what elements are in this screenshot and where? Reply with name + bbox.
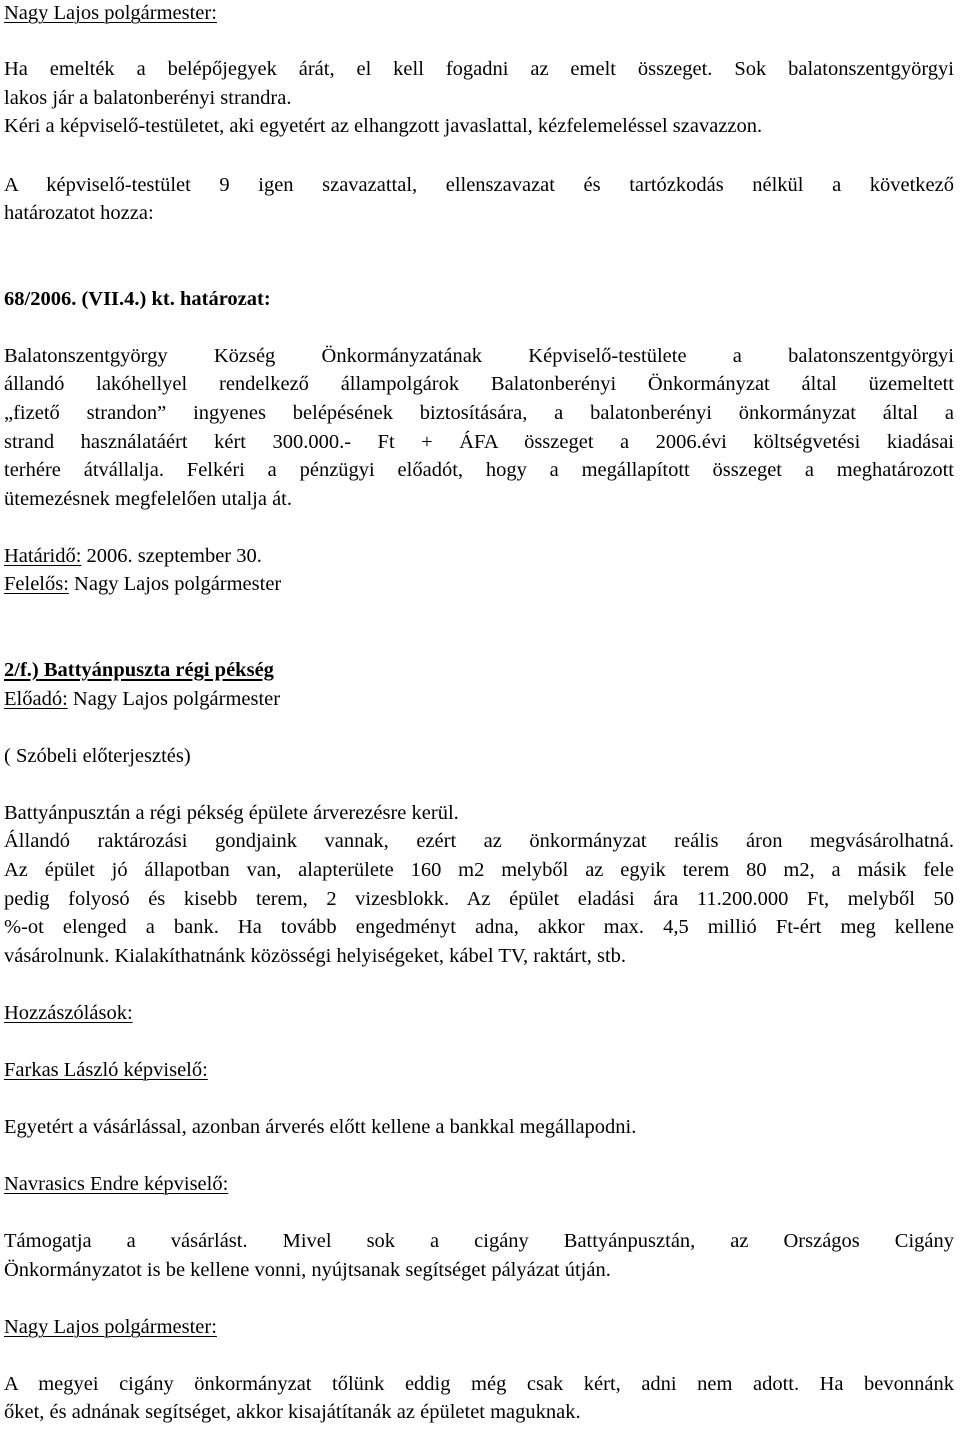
- responsible-line: [4, 570, 954, 598]
- body-text-line: pedig folyosó és kisebb terem, 2 vizesblokk. Az épület eladási ára 11.200.000 Ft, melyből 50: [4, 888, 954, 910]
- agenda-item-title: Battyánpuszta régi pékség: [38, 659, 274, 681]
- presenter-value: Nagy Lajos polgármester: [67, 688, 281, 710]
- responsible-label: Felelős:: [4, 573, 69, 595]
- body-text-line: Battyánpusztán a régi pékség épülete árverezésre kerül.: [4, 802, 459, 824]
- resolution-number: 68/2006. (VII.4.) kt. határozat:: [4, 288, 271, 310]
- speaker-heading: Nagy Lajos polgármester:: [4, 1316, 217, 1338]
- deadline-line: [4, 542, 954, 570]
- body-text-line: %-ot elenged a bank. Ha tovább engedményt adna, akkor max. 4,5 millió Ft-ért meg kellene: [4, 916, 954, 938]
- presenter-line: [4, 685, 954, 713]
- vote-text-line: A képviselő-testület 9 igen szavazattal, ellenszavazat és tartózkodás nélkül a következő: [4, 174, 954, 196]
- body-text-line: vásárolnunk. Kialakíthatnánk közösségi helyiségeket, kábel TV, raktárt, stb.: [4, 945, 627, 967]
- vote-text-line: határozatot hozza:: [4, 202, 154, 224]
- resolution-text-fragment: terhére átvállalja.: [4, 459, 164, 481]
- agenda-item-heading: [4, 656, 954, 684]
- paragraph-line: lakos jár a balatonberényi strandra.: [4, 87, 292, 109]
- speaker-text-line: A megyei cigány önkormányzat tőlünk eddig még csak kért, adni nem adott. Ha bevonnánk: [4, 1373, 954, 1395]
- speaker-text-line: őket, és adnának segítséget, akkor kisajátítanák az épületet maguknak.: [4, 1401, 581, 1423]
- speaker-text-line: Egyetért a vásárlással, azonban árverés előtt kellene a bankkal megállapodni.: [4, 1116, 637, 1138]
- resolution-text-line: Balatonszentgyörgy Község Önkormányzatának Képviselő-testülete a balatonszentgyörgyi: [4, 345, 954, 367]
- deadline-value: 2006. szeptember 30.: [81, 545, 262, 567]
- deadline-label: Határidő:: [4, 545, 82, 567]
- paragraph-line: Kéri a képviselő-testületet, aki egyetért az elhangzott javaslattal, kézfelemeléssel szavazzon.: [4, 115, 763, 137]
- paragraph-line: Ha emelték a belépőjegyek árát, el kell fogadni az emelt összeget. Sok balatonszentgyörgyi: [4, 58, 954, 80]
- speaker-heading: Nagy Lajos polgármester:: [4, 2, 217, 24]
- agenda-item-number: 2/f.): [4, 659, 39, 681]
- body-text-line: Az épület jó állapotban van, alapterülete 160 m2 melyből az egyik terem 80 m2, a másik fele: [4, 859, 954, 881]
- comments-heading: Hozzászólások:: [4, 1002, 133, 1024]
- speaker-text-line: Önkormányzatot is be kellene vonni, nyújtsanak segítséget pályázat útján.: [4, 1259, 611, 1281]
- speaker-heading: Navrasics Endre képviselő:: [4, 1173, 229, 1195]
- presenter-label: Előadó:: [4, 688, 68, 710]
- resolution-text-line: [4, 456, 954, 484]
- submission-note: ( Szóbeli előterjesztés): [4, 745, 191, 767]
- resolution-text-line: strand használatáért kért 300.000.- Ft + ÁFA összeget a 2006.évi költségvetési kiadásai: [4, 431, 954, 453]
- body-text-line: Állandó raktározási gondjaink vannak, ezért az önkormányzat reális áron megvásárolhatná.: [4, 830, 954, 852]
- resolution-text-line: állandó lakóhellyel rendelkező állampolgárok Balatonberényi Önkormányzat által üzemeltett: [4, 373, 954, 395]
- speaker-heading: Farkas László képviselő:: [4, 1059, 208, 1081]
- resolution-text-fragment: Felkéri a pénzügyi előadót, hogy a megállapított összeget a meghatározott: [163, 459, 954, 481]
- responsible-value: Nagy Lajos polgármester: [68, 573, 282, 595]
- resolution-text-line: ütemezésnek megfelelően utalja át.: [4, 488, 293, 510]
- speaker-text-line: Támogatja a vásárlást. Mivel sok a cigány Battyánpusztán, az Országos Cigány: [4, 1230, 954, 1252]
- resolution-text-line: „fizető strandon” ingyenes belépésének biztosítására, a balatonberényi önkormányzat által a: [4, 402, 954, 424]
